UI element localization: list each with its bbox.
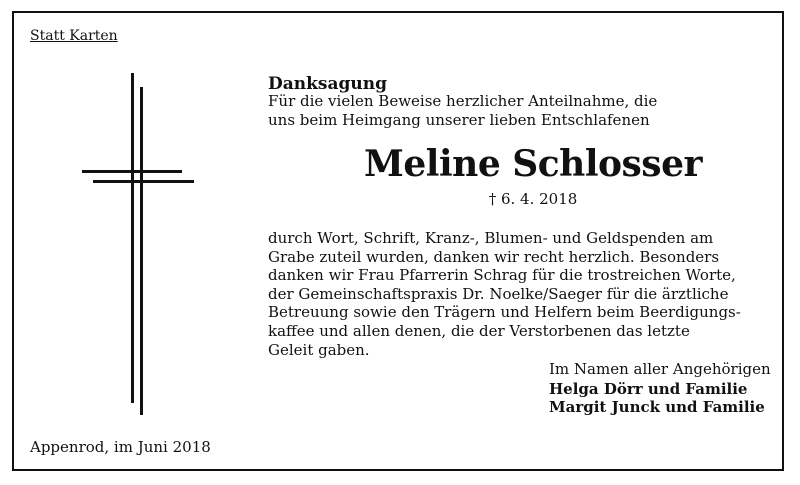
intro-text bbox=[268, 92, 688, 130]
body-line: danken wir Frau Pfarrerin Schrag für die trostreichen Worte, bbox=[268, 266, 736, 285]
signature-families bbox=[549, 380, 765, 416]
body-line: kaffee und allen denen, die der Verstorbenen das letzte bbox=[268, 321, 690, 340]
body-line: Geleit gaben. bbox=[268, 340, 370, 359]
family-name: Helga Dörr und Familie bbox=[549, 380, 748, 398]
body-line: Grabe zuteil wurden, danken wir recht herzlich. Besonders bbox=[268, 247, 720, 266]
intro-line: Für die vielen Beweise herzlicher Anteilnahme, die bbox=[268, 92, 658, 110]
body-line: durch Wort, Schrift, Kranz-, Blumen- und Geldspenden am bbox=[268, 229, 714, 247]
body-line: der Gemeinschaftspraxis Dr. Noelke/Saeger für die ärztliche bbox=[268, 284, 729, 303]
statt-karten-label: Statt Karten bbox=[30, 28, 118, 44]
body-line: Betreuung sowie den Trägern und Helfern beim Beerdigungs- bbox=[268, 303, 741, 322]
thanks-body-text bbox=[268, 229, 741, 359]
deceased-name: Meline Schlosser bbox=[364, 143, 702, 185]
family-name: Margit Junck und Familie bbox=[549, 398, 765, 416]
signature-intro: Im Namen aller Angehörigen bbox=[549, 360, 771, 378]
place-and-date: Appenrod, im Juni 2018 bbox=[30, 438, 211, 456]
death-date: † 6. 4. 2018 bbox=[488, 190, 578, 208]
notice-heading: Danksagung bbox=[268, 74, 387, 94]
intro-line: uns beim Heimgang unserer lieben Entschlafenen bbox=[268, 111, 650, 129]
